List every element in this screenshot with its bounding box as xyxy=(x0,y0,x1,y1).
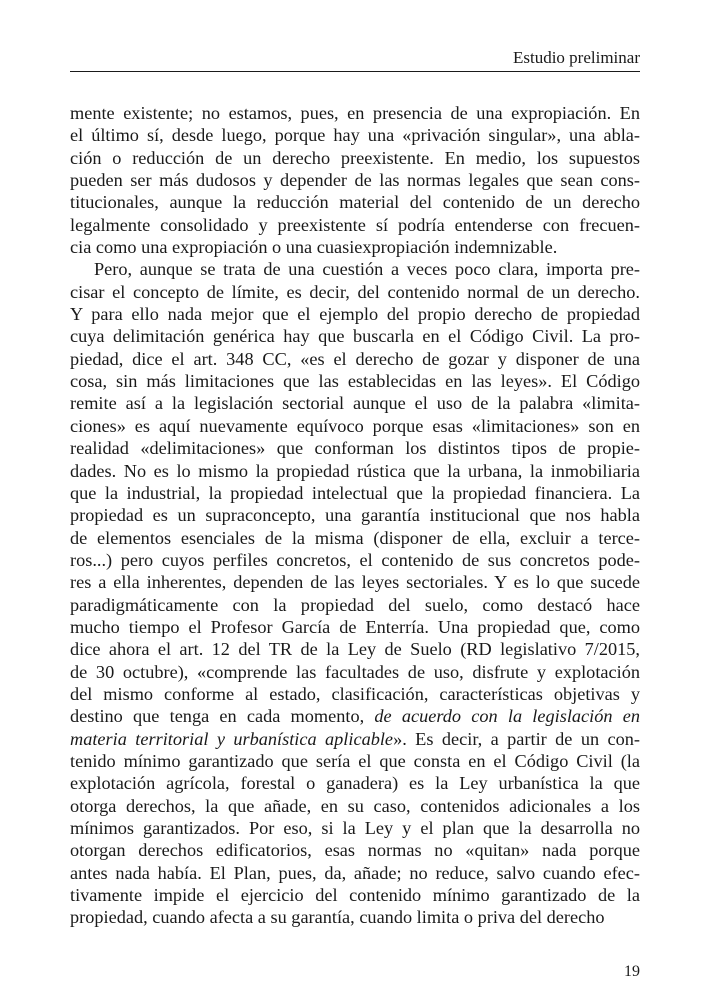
text-line: Pero, aunque se trata de una cuestión a veces poco clara, importa pre- xyxy=(94,259,640,280)
text-line: cosa, sin más limitaciones que las establecidas en las leyes». El Código xyxy=(70,371,640,392)
text-line: ciones» es aquí nuevamente equívoco porque esas «limitaciones» son en xyxy=(70,415,640,436)
text-line: cuya delimitación genérica hay que buscarla en el Código Civil. La pro- xyxy=(70,326,640,347)
text-line: ción o reducción de un derecho preexistente. En medio, los supuestos xyxy=(70,147,640,168)
text-line: paradigmáticamente con la propiedad del suelo, como destacó hace xyxy=(70,594,640,615)
text-line: de 30 octubre), «comprende las facultades de uso, disfrute y explotación xyxy=(70,661,640,682)
text-line: destino que tenga en cada momento, de acuerdo con la legislación en xyxy=(70,706,640,727)
page-number: 19 xyxy=(624,963,640,980)
text-line: dice ahora el art. 12 del TR de la Ley de Suelo (RD legislativo 7/2015, xyxy=(70,639,640,660)
text-line: tivamente impide el ejercicio del contenido mínimo garantizado de la xyxy=(70,885,640,906)
text-line: cisar el concepto de límite, es decir, del contenido normal de un derecho. xyxy=(70,281,640,302)
text-line: explotación agrícola, forestal o ganadera) es la Ley urbanística la que xyxy=(70,773,640,794)
text-line: piedad, dice el art. 348 CC, «es el derecho de gozar y disponer de una xyxy=(70,348,640,369)
text-line: pueden ser más dudosos y depender de las normas legales que sean cons- xyxy=(70,170,640,191)
text-line: otorga derechos, la que añade, en su caso, contenidos adicionales a los xyxy=(70,795,640,816)
text-line: Y para ello nada mejor que el ejemplo del propio derecho de propiedad xyxy=(70,304,640,325)
text-line: mucho tiempo el Profesor García de Enterría. Una propiedad que, como xyxy=(70,616,640,637)
text-line: el último sí, desde luego, porque hay una «privación singular», una abla- xyxy=(70,125,640,146)
text-line: de elementos esenciales de la misma (disponer de ella, excluir a terce- xyxy=(70,527,640,548)
text-line: tenido mínimo garantizado que sería el que consta en el Código Civil (la xyxy=(70,750,640,771)
text-line: materia territorial y urbanística aplicable». Es decir, a partir de un con- xyxy=(70,728,640,749)
text-line: dades. No es lo mismo la propiedad rústica que la urbana, la inmobiliaria xyxy=(70,460,640,481)
text-line: res a ella inherentes, dependen de las leyes sectoriales. Y es lo que sucede xyxy=(70,572,640,593)
text-line: cia como una expropiación o una cuasiexpropiación indemnizable. xyxy=(70,237,558,258)
text-line: remite así a la legislación sectorial aunque el uso de la palabra «limita- xyxy=(70,393,640,414)
italic-emphasis: de acuerdo con la legislación en xyxy=(374,706,640,727)
header-rule xyxy=(70,71,640,72)
text-line: antes nada había. El Plan, pues, da, añade; no reduce, salvo cuando efec- xyxy=(70,862,640,883)
text-line: titucionales, aunque la reducción material del contenido de un derecho xyxy=(70,192,640,213)
running-head: Estudio preliminar xyxy=(512,48,640,67)
paragraph xyxy=(70,258,640,928)
body-text xyxy=(70,102,640,929)
text-line: que la industrial, la propiedad intelectual que la propiedad financiera. La xyxy=(70,482,640,503)
paragraph xyxy=(70,102,640,258)
text-line: legalmente consolidado y preexistente sí podría entenderse con frecuen- xyxy=(70,214,640,235)
text-line: mente existente; no estamos, pues, en presencia de una expropiación. En xyxy=(70,103,640,123)
italic-emphasis: materia territorial y urbanística aplicable xyxy=(70,728,394,749)
text-line: otorgan derechos edificatorios, esas normas no «quitan» nada porque xyxy=(70,840,640,861)
text-line: realidad «delimitaciones» que conforman los distintos tipos de propie- xyxy=(70,438,640,459)
text-line: del mismo conforme al estado, clasificación, características objetivas y xyxy=(70,683,640,704)
text-line: propiedad es un supraconcepto, una garantía institucional que nos habla xyxy=(70,505,640,526)
text-line: mínimos garantizados. Por eso, si la Ley y el plan que la desarrolla no xyxy=(70,818,640,838)
text-line: ros...) pero cuyos perfiles concretos, el contenido de sus concretos pode- xyxy=(70,549,640,570)
text-line: propiedad, cuando afecta a su garantía, cuando limita o priva del derecho xyxy=(70,907,605,928)
